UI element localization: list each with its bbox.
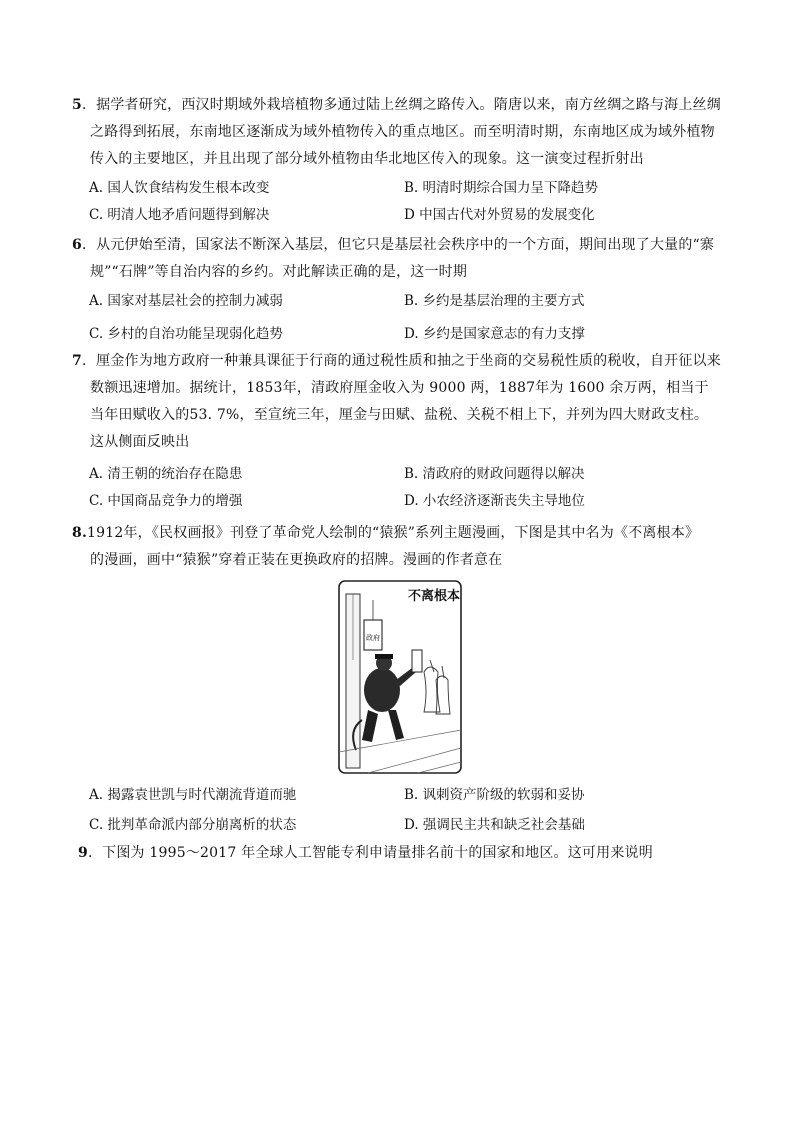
question-7-text-line1: 厘金作为地方政府一种兼具课征于行商的通过税性质和抽之于坐商的交易税性质的税收，自开征以来	[96, 353, 721, 369]
question-7-option-d[interactable]: D. 小农经济逐渐丧失主导地位	[404, 493, 585, 509]
question-8-stem	[72, 520, 722, 574]
question-8-text-line1: 1912年，《民权画报》刊登了革命党人绘制的“猿猴”系列主题漫画，下图是其中名为《不离根本》	[87, 525, 700, 541]
question-6-text-rest: 规”“石牌”等自治内容的乡约。对此解读正确的是，这一时期	[90, 264, 468, 280]
cartoon-illustration	[338, 580, 462, 774]
question-5-option-b[interactable]: B. 明清时期综合国力呈下降趋势	[404, 180, 599, 196]
question-8-option-c[interactable]: C. 批判革命派内部分崩离析的状态	[89, 817, 297, 833]
question-6-option-b[interactable]: B. 乡约是基层治理的主要方式	[404, 293, 585, 309]
question-5-text-rest: 之路得到拓展，东南地区逐渐成为域外植物传入的重点地区。而至明清时期，东南地区成为域外植物传入的主要地区，并且出现了部分域外植物由华北地区传入的现象。这一演变过程折射出	[90, 124, 715, 167]
question-5-option-d[interactable]: D 中国古代对外贸易的发展变化	[404, 207, 595, 223]
question-6-option-d[interactable]: D. 乡约是国家意志的有力支撑	[404, 326, 585, 342]
question-7-number: 7	[72, 353, 82, 369]
question-8-number: 8.	[72, 525, 88, 541]
question-7-stem: 7．厘金作为地方政府一种兼具课征于行商的通过税性质和抽之于坐商的交易税性质的税收，自开征以来 数额迅速增加。据统计，1853年，清政府厘金收入为 9000 两，1887年为 1600 余万两，相当于当年田赋收入的53. 7%，至宣统三年，厘金与田赋、盐税、关税不相上下，并列为四大财政支柱。这从侧面反映出	[72, 348, 722, 456]
question-9-text-line1: 下图为 1995～2017 年全球人工智能专利申请量排名前十的国家和地区。这可用来说明	[102, 845, 653, 861]
question-9-number: 9	[78, 845, 88, 861]
question-6-stem: 6．从元伊始至清，国家法不断深入基层，但它只是基层社会秩序中的一个方面，期间出现了大量的“寨 规”“石牌”等自治内容的乡约。对此解读正确的是，这一时期	[72, 232, 722, 286]
question-5-stem: 5．据学者研究，西汉时期域外栽培植物多通过陆上丝绸之路传入。隋唐以来，南方丝绸之路与海上丝绸 之路得到拓展，东南地区逐渐成为域外植物传入的重点地区。而至明清时期，东南地区成为域外植物传入的主要地区，并且出现了部分域外植物由华北地区传入的现象。这一演变过程折射出	[72, 92, 722, 173]
question-8-option-a[interactable]: A. 揭露袁世凯与时代潮流背道而驰	[89, 787, 297, 803]
question-5-option-c[interactable]: C. 明清人地矛盾问题得到解决	[89, 207, 270, 223]
question-5-option-a[interactable]: A. 国人饮食结构发生根本改变	[89, 180, 270, 196]
question-9-stem: 9．下图为 1995～2017 年全球人工智能专利申请量排名前十的国家和地区。这可用来说明	[78, 845, 653, 861]
question-8-option-b[interactable]: B. 讽刺资产阶级的软弱和妥协	[404, 787, 585, 803]
question-8-option-d[interactable]: D. 强调民主共和缺乏社会基础	[404, 817, 585, 833]
question-7-text-rest: 数额迅速增加。据统计，1853年，清政府厘金收入为 9000 两，1887年为 1600 余万两，相当于当年田赋收入的53. 7%，至宣统三年，厘金与田赋、盐税、关税不相上下，并列为四大财政支柱。这从侧面反映出	[90, 380, 709, 450]
cartoon-figure	[338, 580, 462, 774]
question-7-option-b[interactable]: B. 清政府的财政问题得以解决	[404, 466, 585, 482]
question-5-text-line1: 据学者研究，西汉时期域外栽培植物多通过陆上丝绸之路传入。隋唐以来，南方丝绸之路与海上丝绸	[96, 97, 721, 113]
question-6-option-a[interactable]: A. 国家对基层社会的控制力减弱	[89, 293, 283, 309]
signboard-text: 政府	[366, 634, 380, 642]
question-8-text-rest: 的漫画，画中“猿猴”穿着正装在更换政府的招牌。漫画的作者意在	[90, 552, 503, 568]
question-6-text-line1: 从元伊始至清，国家法不断深入基层，但它只是基层社会秩序中的一个方面，期间出现了大量的“寨	[96, 237, 715, 253]
question-7-option-c[interactable]: C. 中国商品竞争力的增强	[89, 493, 243, 509]
question-6-option-c[interactable]: C. 乡村的自治功能呈现弱化趋势	[89, 326, 283, 342]
question-5-number: 5	[72, 97, 82, 113]
cartoon-title-text: 不离根本	[408, 589, 461, 604]
question-6-number: 6	[72, 237, 82, 253]
question-7-option-a[interactable]: A. 清王朝的统治存在隐患	[89, 466, 243, 482]
